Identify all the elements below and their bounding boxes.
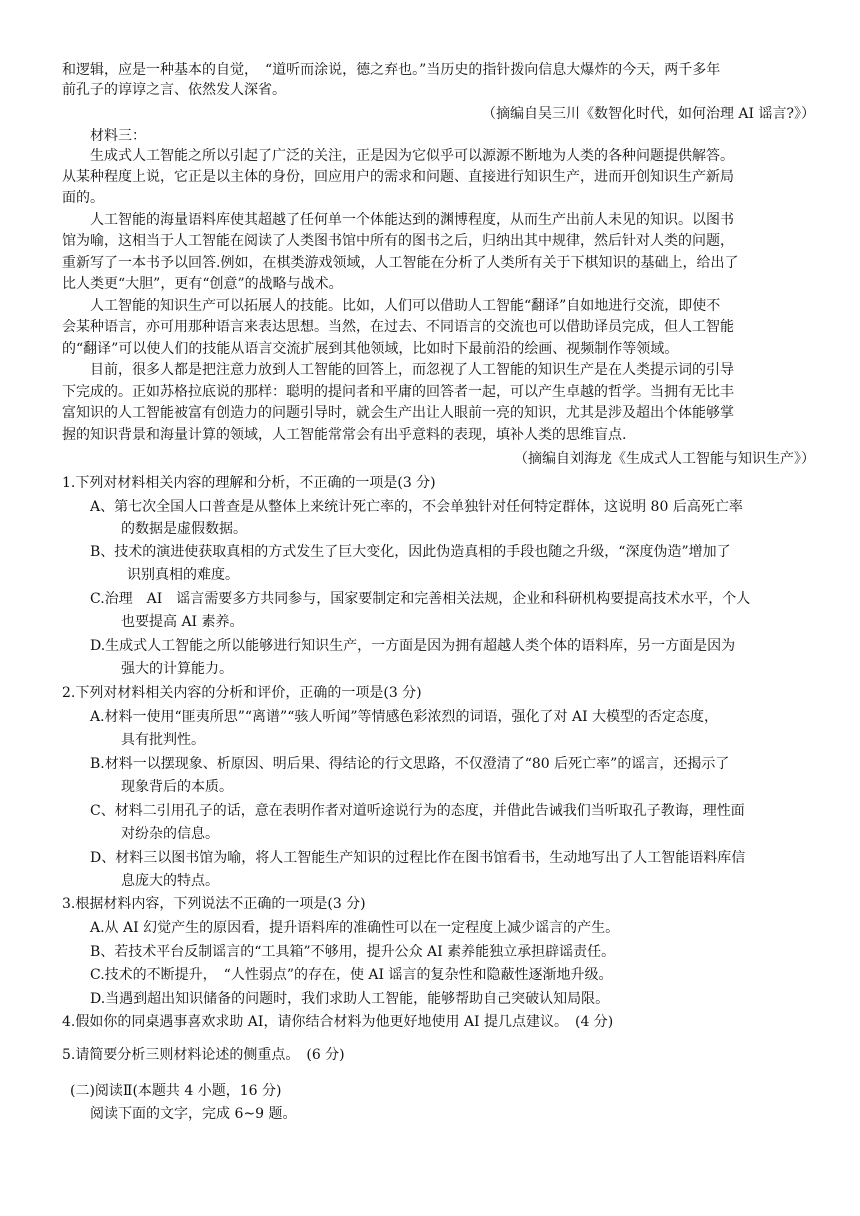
option-line: 息庞大的特点。 bbox=[121, 873, 219, 889]
source-citation: （摘编自刘海龙《生成式人工智能与知识生产》） bbox=[514, 451, 815, 467]
option-line: C、材料二引用孔子的话，意在表明作者对道听途说行为的态度，并借此告诫我们当听取孔子教诲，理性面 bbox=[90, 803, 745, 819]
option-line: C.技术的不断提升， “人性弱点”的存在，使 AI 谣言的复杂性和隐蔽性逐渐地升级。 bbox=[90, 967, 613, 983]
paragraph-line: 重新写了一本书予以回答.例如，在棋类游戏领域，人工智能在分析了人类所有关于下棋知识的基础上，给出了 bbox=[62, 255, 739, 271]
paragraph-line: 的“翻译”可以使人们的技能从语言交流扩展到其他领域，比如时下最前沿的绘画、视频制作等领域。 bbox=[62, 341, 679, 357]
paragraph-line: 面的。 bbox=[62, 190, 104, 206]
option-line: 识别真相的难度。 bbox=[127, 567, 239, 583]
question-3: 3.根据材料内容，下列说法不正确的一项是(3 分) bbox=[62, 896, 366, 912]
option-line: 强大的计算能力。 bbox=[121, 661, 233, 677]
paragraph-line: 会某种语言，亦可用那种语言来表达思想。当然，在过去、不同语言的交流也可以借助译员完成，但人工智能 bbox=[62, 319, 734, 335]
section-heading: 材料三： bbox=[90, 128, 146, 144]
paragraph-line: 富知识的人工智能被富有创造力的问题引导时，就会生产出让人眼前一亮的知识，尤其是涉及超出个体能够掌 bbox=[62, 405, 734, 421]
option-line: 现象背后的本质。 bbox=[121, 779, 233, 795]
paragraph-line: 馆为喻，这相当于人工智能在阅读了人类图书馆中所有的图书之后，归纳出其中规律，然后针对人类的问题， bbox=[62, 233, 734, 249]
option-line: D、材料三以图书馆为喻，将人工智能生产知识的过程比作在图书馆看书，生动地写出了人工智能语料库信 bbox=[90, 850, 746, 866]
paragraph-line: 人工智能的海量语料库使其超越了任何单一个体能达到的渊博程度，从而生产出前人未见的知识。以图书 bbox=[90, 212, 734, 228]
option-line: 也要提高 AI 素养。 bbox=[121, 614, 244, 630]
instruction-line: 阅读下面的文字，完成 6~9 题。 bbox=[90, 1106, 297, 1122]
question-1: 1.下列对材料相关内容的理解和分析，不正确的一项是(3 分) bbox=[62, 475, 436, 491]
option-line: A.材料一使用“匪夷所思”“离谱”“骇人听闻”等情感色彩浓烈的词语，强化了对 AI 大模型的否定态度， bbox=[90, 709, 719, 725]
question-5: 5.请简要分析三则材料论述的侧重点。 (6 分) bbox=[62, 1047, 345, 1063]
option-line: B、技术的演进使获取真相的方式发生了巨大变化，因此伪造真相的手段也随之升级，“深度伪造”增加了 bbox=[90, 544, 731, 560]
section-heading: (二)阅读Ⅱ(本题共 4 小题，16 分) bbox=[70, 1083, 282, 1099]
option-line: A、第七次全国人口普查是从整体上来统计死亡率的，不会单独针对任何特定群体，这说明 80 后高死亡率 bbox=[90, 499, 743, 515]
option-line: C.治理 AI 谣言需要多方共同参与，国家要制定和完善相关法规，企业和科研机构要提高技术水平，个人 bbox=[90, 591, 751, 607]
option-line: D.当遇到超出知识储备的问题时，我们求助人工智能，能够帮助自己突破认知局限。 bbox=[90, 991, 610, 1007]
option-line: B、若技术平台反制谣言的“工具箱”不够用，提升公众 AI 素养能独立承担辟谣责任。 bbox=[90, 944, 616, 960]
paragraph-line: 比人类更“大胆”，更有“创意”的战略与战术。 bbox=[62, 276, 343, 292]
paragraph-line: 握的知识背景和海量计算的领域，人工智能常常会有出乎意料的表现，填补人类的思维盲点. bbox=[62, 427, 627, 443]
source-citation: （摘编自吴三川《数智化时代，如何治理 AI 谣言?》） bbox=[481, 106, 815, 122]
option-line: 的数据是虚假数据。 bbox=[121, 521, 247, 537]
option-line: D.生成式人工智能之所以能够进行知识生产，一方面是因为拥有超越人类个体的语料库，另一方面是因为 bbox=[90, 638, 736, 654]
question-2: 2.下列对材料相关内容的分析和评价，正确的一项是(3 分) bbox=[62, 685, 422, 701]
paragraph-line: 人工智能的知识生产可以拓展人的技能。比如，人们可以借助人工智能“翻译”自如地进行交流，即使不 bbox=[90, 298, 721, 314]
paragraph-line: 下完成的。正如苏格拉底说的那样：聪明的提问者和平庸的回答者一起，可以产生卓越的哲学。当拥有无比丰 bbox=[62, 384, 734, 400]
paragraph-line: 生成式人工智能之所以引起了广泛的关注，正是因为它似乎可以源源不断地为人类的各种问题提供解答。 bbox=[90, 148, 734, 164]
paragraph-line: 目前，很多人都是把注意力放到人工智能的回答上，而忽视了人工智能的知识生产是在人类提示词的引导 bbox=[90, 362, 734, 378]
option-line: B.材料一以摆现象、析原因、明后果、得结论的行文思路，不仅澄清了“80 后死亡率”的谣言，还揭示了 bbox=[90, 756, 730, 772]
option-line: 对纷杂的信息。 bbox=[121, 826, 219, 842]
paragraph-line: 从某种程度上说，它正是以主体的身份，回应用户的需求和问题、直接进行知识生产，进而开创知识生产新局 bbox=[62, 169, 734, 185]
question-4: 4.假如你的同桌遇事喜欢求助 AI，请你结合材料为他更好地使用 AI 提几点建议。 (4 分) bbox=[62, 1014, 614, 1030]
paragraph-line: 前孔子的谆谆之言、依然发人深省。 bbox=[62, 82, 286, 98]
option-line: A.从 AI 幻觉产生的原因看，提升语料库的准确性可以在一定程度上减少谣言的产生。 bbox=[90, 920, 620, 936]
option-line: 具有批判性。 bbox=[121, 732, 205, 748]
paragraph-line: 和逻辑，应是一种基本的自觉， “道听而涂说，德之弃也。”当历史的指针拨向信息大爆炸的今天，两千多年 bbox=[62, 62, 721, 78]
